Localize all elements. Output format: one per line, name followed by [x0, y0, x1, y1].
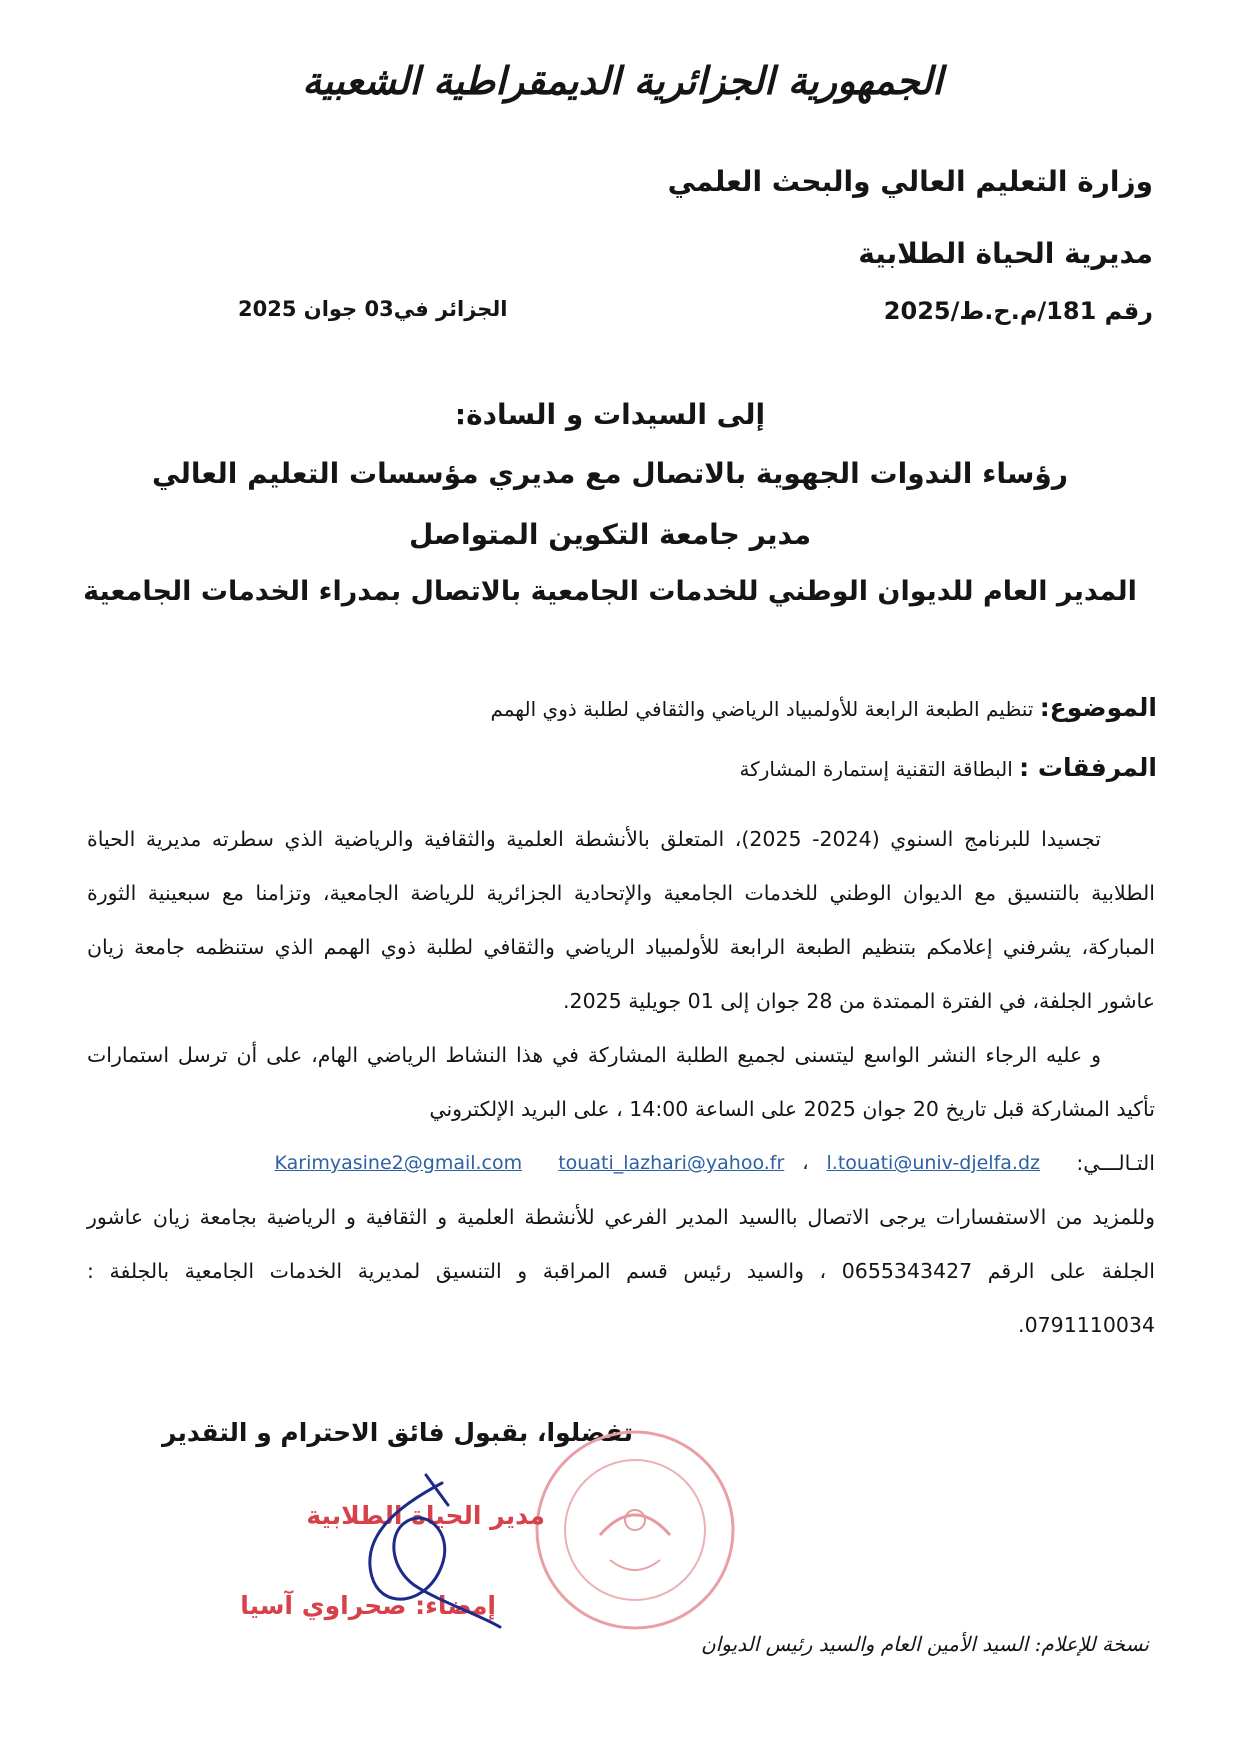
addressee-salutation: إلى السيدات و السادة:	[454, 398, 766, 431]
signatory-name: إمضاء: صحراوي آسيا	[240, 1591, 496, 1620]
addressee-line-3: المدير العام للديوان الوطني للخدمات الجامعية بالاتصال بمدراء الخدمات الجامعية	[83, 576, 1137, 607]
subject-text: تنظيم الطبعة الرابعة للأولمبياد الرياضي والثقافي لطلبة ذوي الهمم	[490, 697, 1034, 721]
addressee-line-1: رؤساء الندوات الجهوية بالاتصال مع مديري مؤسسات التعليم العالي	[152, 457, 1068, 490]
subject-label: الموضوع:	[1039, 693, 1157, 722]
signatory-title: مدير الحياة الطلابية	[306, 1501, 545, 1530]
letter-date: الجزائر في03 جوان 2025	[238, 297, 508, 321]
body-paragraph-1: تجسيدا للبرنامج السنوي (2024- 2025)، المتعلق بالأنشطة العلمية والثقافية والرياضية الذي سطرته مديرية الحياة الطلابية بالتنسيق مع الديوان الوطني للخدمات الجامعية والإتحادية الجزائرية للرياضة الجامعية، وتزامنا مع سبعينية الثورة المباركة، يشرفني إعلامكم بتنظيم الطبعة الرابعة للأولمبياد الرياضي والثقافي لطلبة ذوي الهمم الذي ستنظمه جامعة زيان عاشور الجلفة، في الفترة الممتدة من 28 جوان إلى 01 جويلية 2025.	[87, 827, 1155, 1013]
ministry-name: وزارة التعليم العالي والبحث العلمي	[667, 165, 1153, 198]
closing-line: تفضلوا، بقبول فائق الاحترام و التقدير	[161, 1418, 633, 1447]
emails-label: التـالـــي:	[1076, 1151, 1155, 1175]
email-link-univ[interactable]: l.touati@univ-djelfa.dz	[826, 1152, 1040, 1174]
addressee-line-2: مدير جامعة التكوين المتواصل	[408, 518, 812, 551]
attachments-line	[739, 753, 1157, 782]
handwritten-signature-icon	[330, 1465, 520, 1635]
email-link-yahoo[interactable]: touati_lazhari@yahoo.fr	[558, 1152, 785, 1174]
attachments-label: المرفقات :	[1019, 753, 1157, 782]
email-link-karimyasine[interactable]: Karimyasine2@gmail.com	[274, 1152, 523, 1174]
emails-line	[87, 1136, 1155, 1190]
directorate-name: مديرية الحياة الطلابية	[858, 237, 1153, 270]
subject-line	[490, 693, 1157, 722]
email-list	[275, 1136, 1041, 1190]
official-stamp-icon	[530, 1425, 740, 1635]
letter-body	[87, 812, 1155, 1352]
attachments-text: البطاقة التقنية إستمارة المشاركة	[739, 757, 1013, 781]
republic-header: الجمهورية الجزائرية الديمقراطية الشعبية	[302, 58, 943, 103]
copy-distribution-note: نسخة للإعلام: السيد الأمين العام والسيد رئيس الديوان	[700, 1632, 1149, 1656]
body-paragraph-3: وللمزيد من الاستفسارات يرجى الاتصال باالسيد المدير الفرعي للأنشطة العلمية و الثقافية و الرياضية بجامعة زيان عاشور الجلفة على الرقم 0655343427 ، والسيد رئيس قسم المراقبة و التنسيق لمديرية الخدمات الجامعية بالجلفة : 0791110034.	[87, 1205, 1156, 1337]
body-paragraph-2: و عليه الرجاء النشر الواسع ليتسنى لجميع الطلبة المشاركة في هذا النشاط الرياضي الهام، على أن ترسل استمارات تأكيد المشاركة قبل تاريخ 20 جوان 2025 على الساعة 14:00 ، على البريد الإلكتروني	[87, 1043, 1155, 1121]
email-separator: ،	[802, 1152, 809, 1174]
reference-number: رقم 181/م.ح.ط/2025	[883, 297, 1153, 325]
